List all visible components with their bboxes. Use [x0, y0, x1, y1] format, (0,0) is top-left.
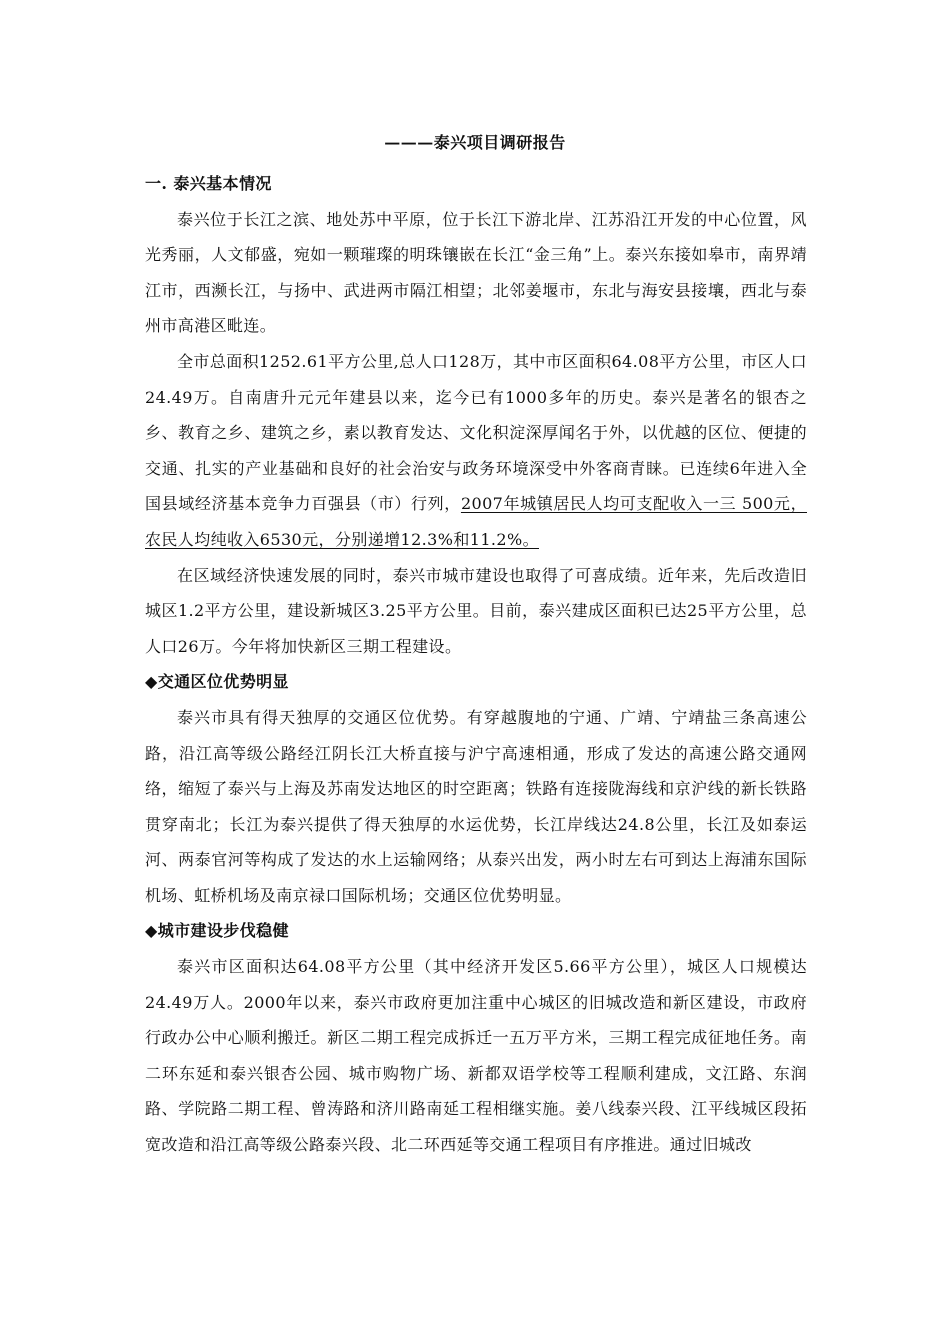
section-heading-transport: ◆交通区位优势明显 — [145, 672, 289, 692]
section-heading-basic-info: 一. 泰兴基本情况 — [145, 174, 272, 193]
section-heading-city-building: ◆城市建设步伐稳健 — [145, 921, 289, 941]
paragraph-overview — [145, 344, 807, 558]
income-statistics-underlined: 2007年城镇居民人均可支配收入一三 500元，农民人均纯收入6530元，分别递增12.3%和11.2%。 — [145, 494, 807, 549]
paragraph-city-building: 泰兴市区面积达64.08平方公里（其中经济开发区5.66平方公里），城区人口规模达24.49万人。2000年以来，泰兴市政府更加注重中心城区的旧城改造和新区建设，市政府行政办公中心顺利搬迁。新区二期工程完成拆迁一五万平方米，三期工程完成征地任务。南二环东延和泰兴银杏公园、城市购物广场、新都双语学校等工程顺利建成，文江路、东润路、学院路二期工程、曾涛路和济川路南延工程相继实施。姜八线泰兴段、江平线城区段拓宽改造和沿江高等级公路泰兴段、北二环西延等交通工程项目有序推进。通过旧城改 — [145, 957, 807, 1155]
paragraph-transport: 泰兴市具有得天独厚的交通区位优势。有穿越腹地的宁通、广靖、宁靖盐三条高速公路，沿江高等级公路经江阴长江大桥直接与沪宁高速相通，形成了发达的高速公路交通网络，缩短了泰兴与上海及苏南发达地区的时空距离；铁路有连接陇海线和京沪线的新长铁路贯穿南北；长江为泰兴提供了得天独厚的水运优势，长江岸线达24.8公里，长江及如泰运河、两泰官河等构成了发达的水上运输网络；从泰兴出发，两小时左右可到达上海浦东国际机场、虹桥机场及南京禄口国际机场；交通区位优势明显。 — [145, 707, 807, 905]
paragraph-location: 泰兴位于长江之滨、地处苏中平原，位于长江下游北岸、江苏沿江开发的中心位置，风光秀丽，人文郁盛，宛如一颗璀璨的明珠镶嵌在长江“金三角”上。泰兴东接如皋市，南界靖江市，西濒长江，与扬中、武进两市隔江相望；北邻姜堰市，东北与海安县接壤，西北与泰州市高港区毗连。 — [145, 209, 807, 336]
paragraph-overview-text: 全市总面积1252.61平方公里,总人口128万，其中市区面积64.08平方公里，市区人口24.49万。自南唐升元元年建县以来，迄今已有1000多年的历史。泰兴是著名的银杏之乡、教育之乡、建筑之乡，素以教育发达、文化积淀深厚闻名于外，以优越的区位、便捷的交通、扎实的产业基础和良好的社会治安与政务环境深受中外客商青睐。已连续6年进入全国县域经济基本竞争力百强县（市）行列， — [145, 351, 807, 514]
document-body — [145, 166, 807, 1163]
report-title: ———泰兴项目调研报告 — [384, 133, 566, 152]
paragraph-urban-construction: 在区域经济快速发展的同时，泰兴市城市建设也取得了可喜成绩。近年来，先后改造旧城区1.2平方公里，建设新城区3.25平方公里。目前，泰兴建成区面积已达25平方公里，总人口26万。今年将加快新区三期工程建设。 — [145, 565, 807, 656]
